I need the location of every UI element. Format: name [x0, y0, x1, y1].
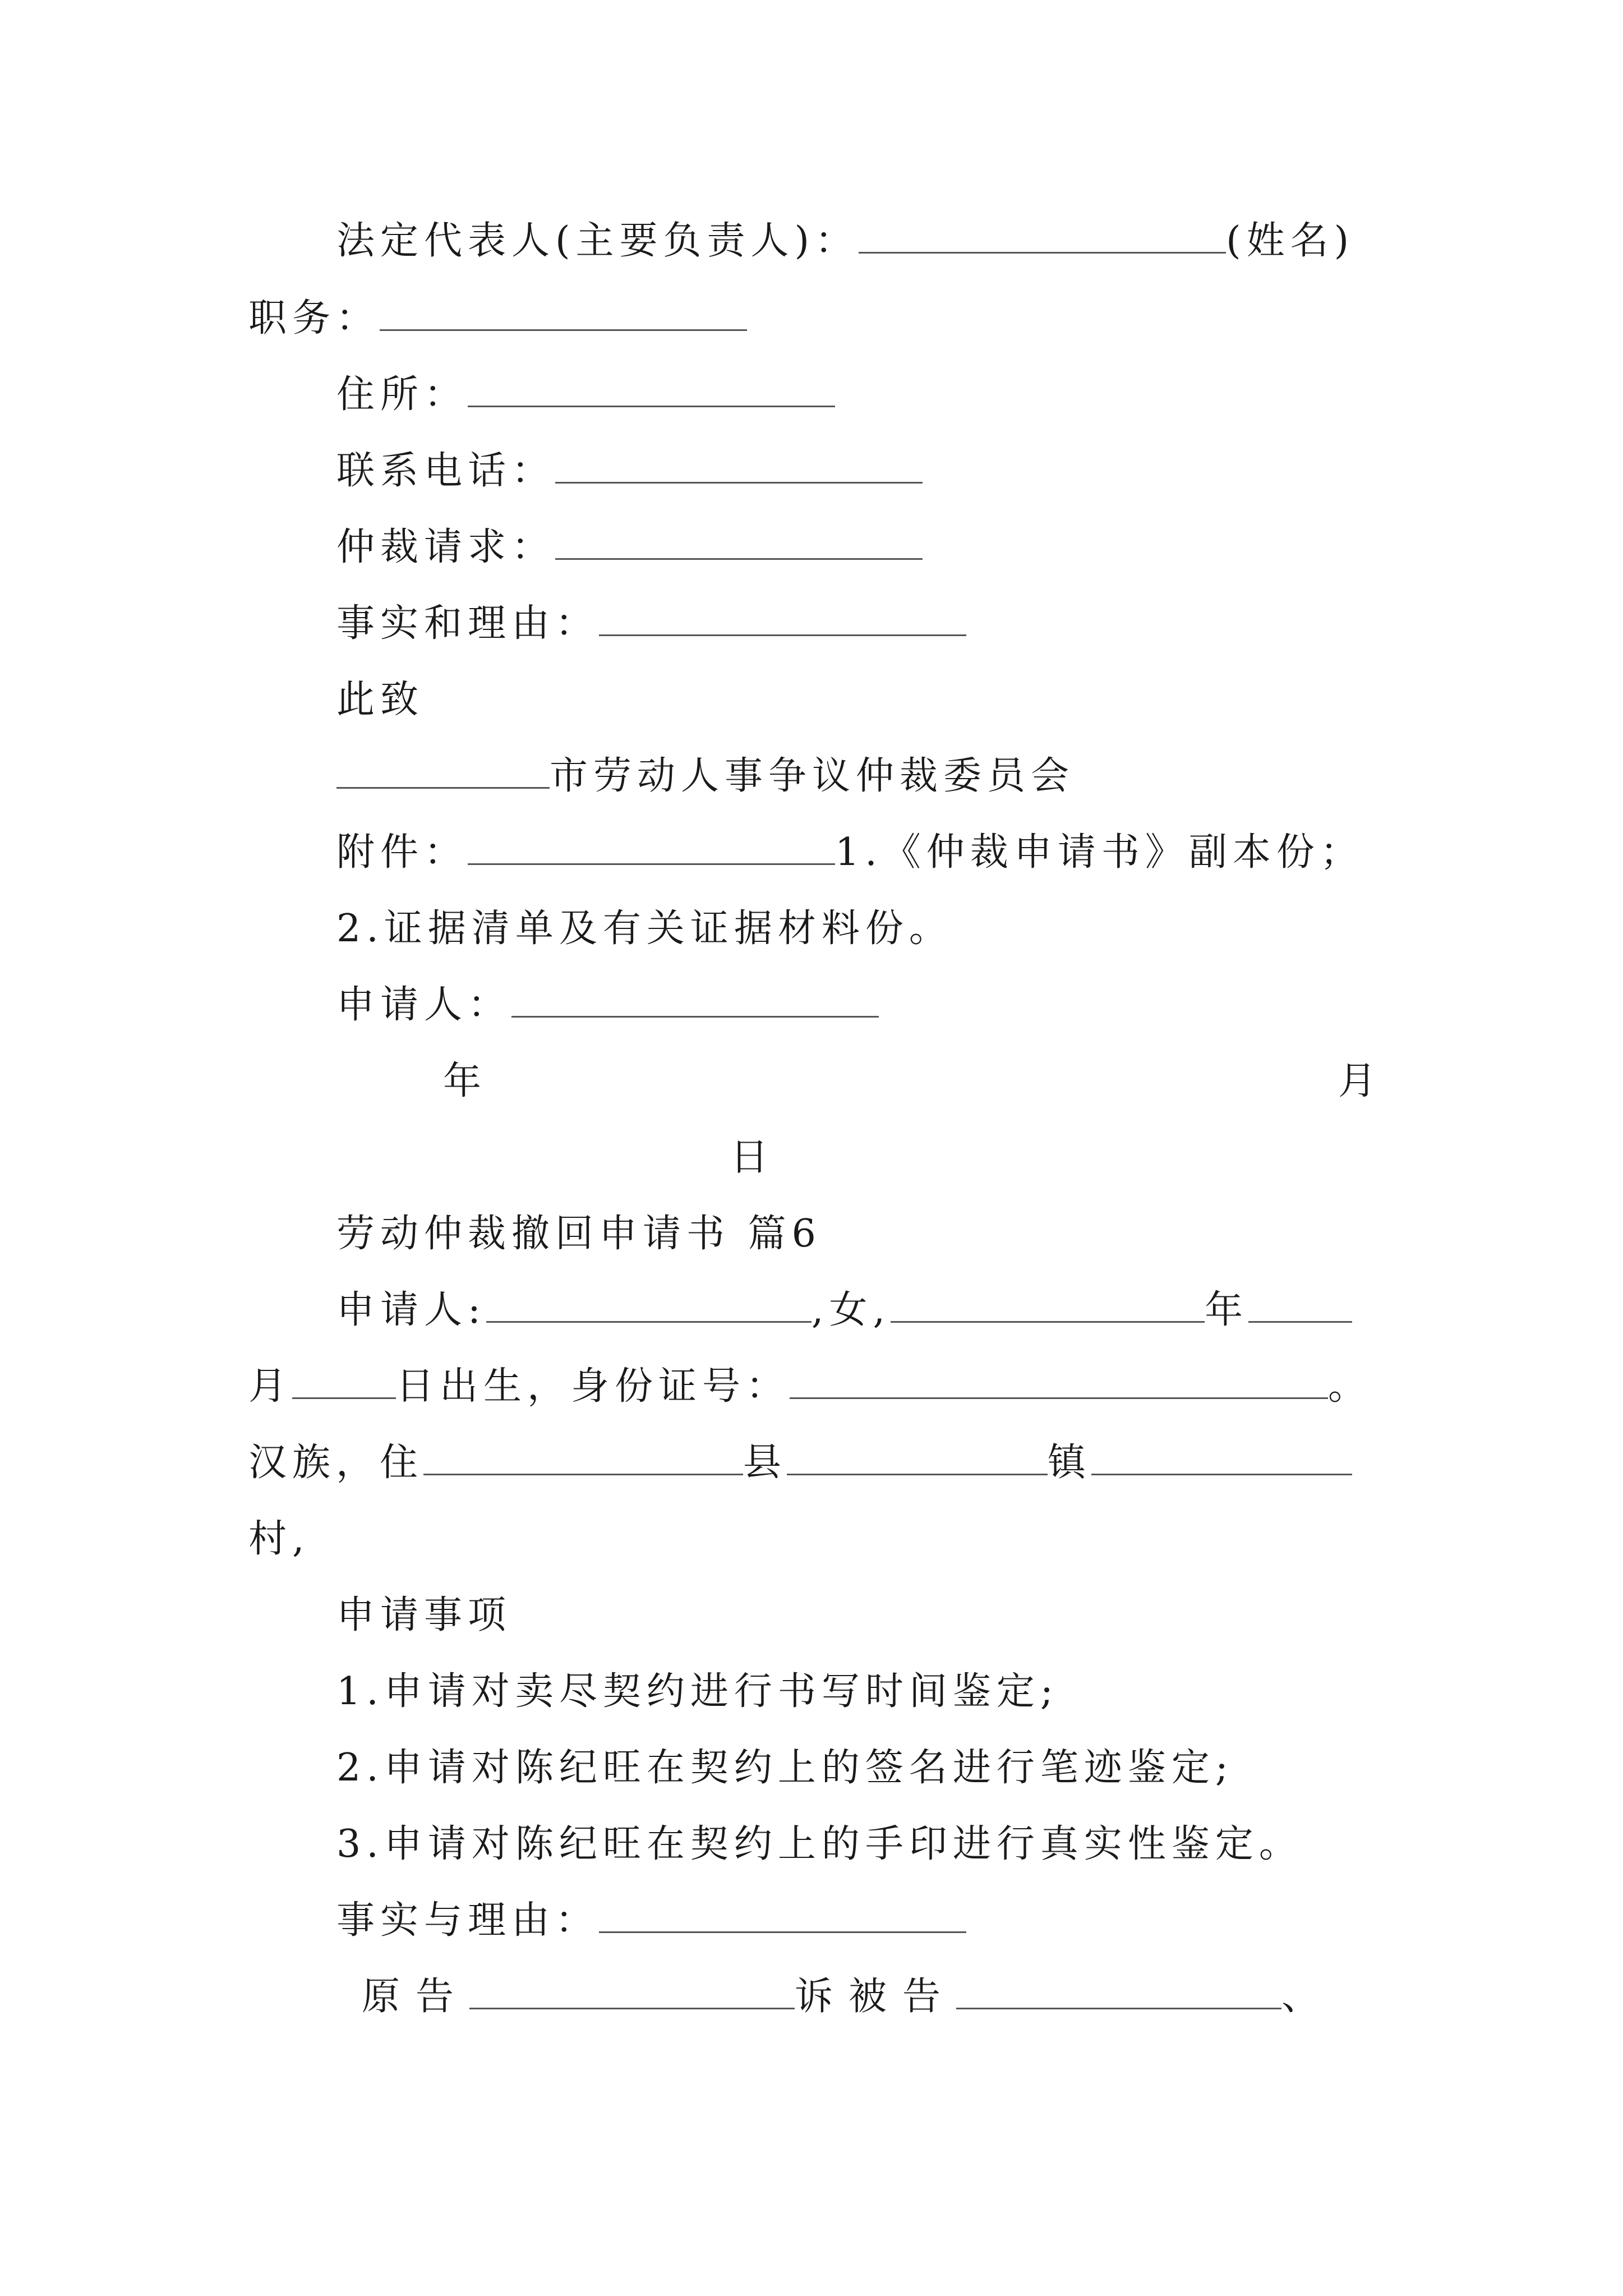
day-label: 日: [730, 1135, 774, 1180]
items-heading: [336, 1593, 512, 1637]
items-heading-text: 申请事项: [336, 1593, 512, 1637]
committee-name: 市劳动人事争议仲裁委员会: [550, 754, 1075, 798]
facts-line: [336, 601, 966, 646]
birth-id-line: [248, 1364, 1372, 1409]
birth-year-label: 年: [1205, 1288, 1249, 1332]
plaintiff-blank[interactable]: [469, 1978, 795, 2009]
salutation-text: 此致: [336, 678, 425, 722]
list-item: [336, 1822, 1303, 1866]
phone-label: 联系电话：: [336, 449, 556, 493]
attachment-label: 附件：: [336, 830, 468, 875]
position-blank[interactable]: [380, 300, 747, 331]
claim-blank[interactable]: [555, 529, 923, 560]
facts-reasons-blank[interactable]: [599, 1902, 966, 1933]
facts-blank[interactable]: [599, 605, 966, 636]
address-label: 住所：: [336, 372, 468, 417]
item-3-text: 3.申请对陈纪旺在契约上的手印进行真实性鉴定。: [336, 1822, 1303, 1866]
position-label: 职务：: [248, 296, 380, 341]
village-label: 村,: [248, 1517, 310, 1561]
applicant-signature-line: [336, 983, 879, 1027]
applicant-signature-label: 申请人：: [336, 983, 512, 1027]
year-label: 年: [443, 1059, 487, 1103]
birth-month-label: 月: [248, 1364, 293, 1409]
date-month: [1338, 1059, 1382, 1103]
attachment-item-1: 1.《仲裁申请书》副本份；: [835, 830, 1364, 875]
applicant-info-line: [336, 1288, 1352, 1332]
birth-day-blank[interactable]: [292, 1368, 396, 1399]
salutation: [336, 678, 425, 722]
list-item: [336, 1746, 1234, 1790]
list-item: [336, 1669, 1059, 1714]
address-blank[interactable]: [468, 376, 835, 407]
date-day: [730, 1135, 774, 1180]
town-label: 镇: [1048, 1441, 1092, 1485]
birth-year-blank[interactable]: [891, 1292, 1205, 1323]
legal-representative-label: 法定代表人(主要负责人)：: [336, 219, 859, 263]
defendant-blank[interactable]: [956, 1978, 1281, 2009]
village-line: [248, 1517, 310, 1561]
birth-month-blank[interactable]: [1248, 1292, 1352, 1323]
birth-id-label: 日出生，身份证号：: [396, 1364, 790, 1409]
city-blank[interactable]: [336, 758, 550, 789]
id-number-blank[interactable]: [790, 1368, 1328, 1399]
applicant-name-blank[interactable]: [486, 1292, 811, 1323]
county-blank[interactable]: [423, 1444, 743, 1475]
item-1-text: 1.申请对卖尽契约进行书写时间鉴定;: [336, 1669, 1059, 1714]
legal-representative-blank[interactable]: [859, 223, 1226, 254]
facts-reasons-label: 事实与理由：: [336, 1898, 600, 1943]
town-blank[interactable]: [787, 1444, 1048, 1475]
claim-label: 仲裁请求：: [336, 525, 556, 569]
facts-label: 事实和理由：: [336, 601, 600, 646]
attachment-blank[interactable]: [468, 834, 835, 865]
facts-reasons-line: [336, 1898, 966, 1943]
plaintiff-label: 原告: [362, 1975, 470, 2019]
applicant-label: 申请人:: [336, 1288, 486, 1332]
committee-line: [336, 754, 1075, 798]
period: 。: [1328, 1364, 1372, 1409]
name-suffix: (姓名): [1226, 219, 1355, 263]
section-heading: [336, 1212, 822, 1256]
phone-blank[interactable]: [555, 453, 923, 484]
attachment-line: [336, 830, 1364, 875]
gender-text: ,女,: [811, 1288, 891, 1332]
date-year: [443, 1059, 487, 1103]
enumeration-comma: 、: [1281, 1975, 1336, 2019]
village-blank[interactable]: [1091, 1444, 1352, 1475]
residence-label: 汉族，住: [248, 1441, 424, 1485]
sued-label: 诉被告: [795, 1975, 957, 2019]
phone-line: [336, 449, 923, 493]
address-line: [336, 372, 835, 417]
attachment-item-2: 2.证据清单及有关证据材料份。: [336, 907, 953, 951]
parties-line: [362, 1975, 1336, 2019]
legal-representative-line: [336, 219, 1355, 263]
position-line: [248, 296, 747, 341]
section-heading-text: 劳动仲裁撤回申请书 篇6: [336, 1212, 822, 1256]
month-label: 月: [1338, 1059, 1382, 1103]
claim-line: [336, 525, 923, 569]
item-2-text: 2.申请对陈纪旺在契约上的签名进行笔迹鉴定;: [336, 1746, 1234, 1790]
applicant-signature-blank[interactable]: [511, 987, 879, 1018]
county-label: 县: [743, 1441, 787, 1485]
attachment-item-2-line: [336, 907, 953, 951]
residence-line: [248, 1441, 1352, 1485]
